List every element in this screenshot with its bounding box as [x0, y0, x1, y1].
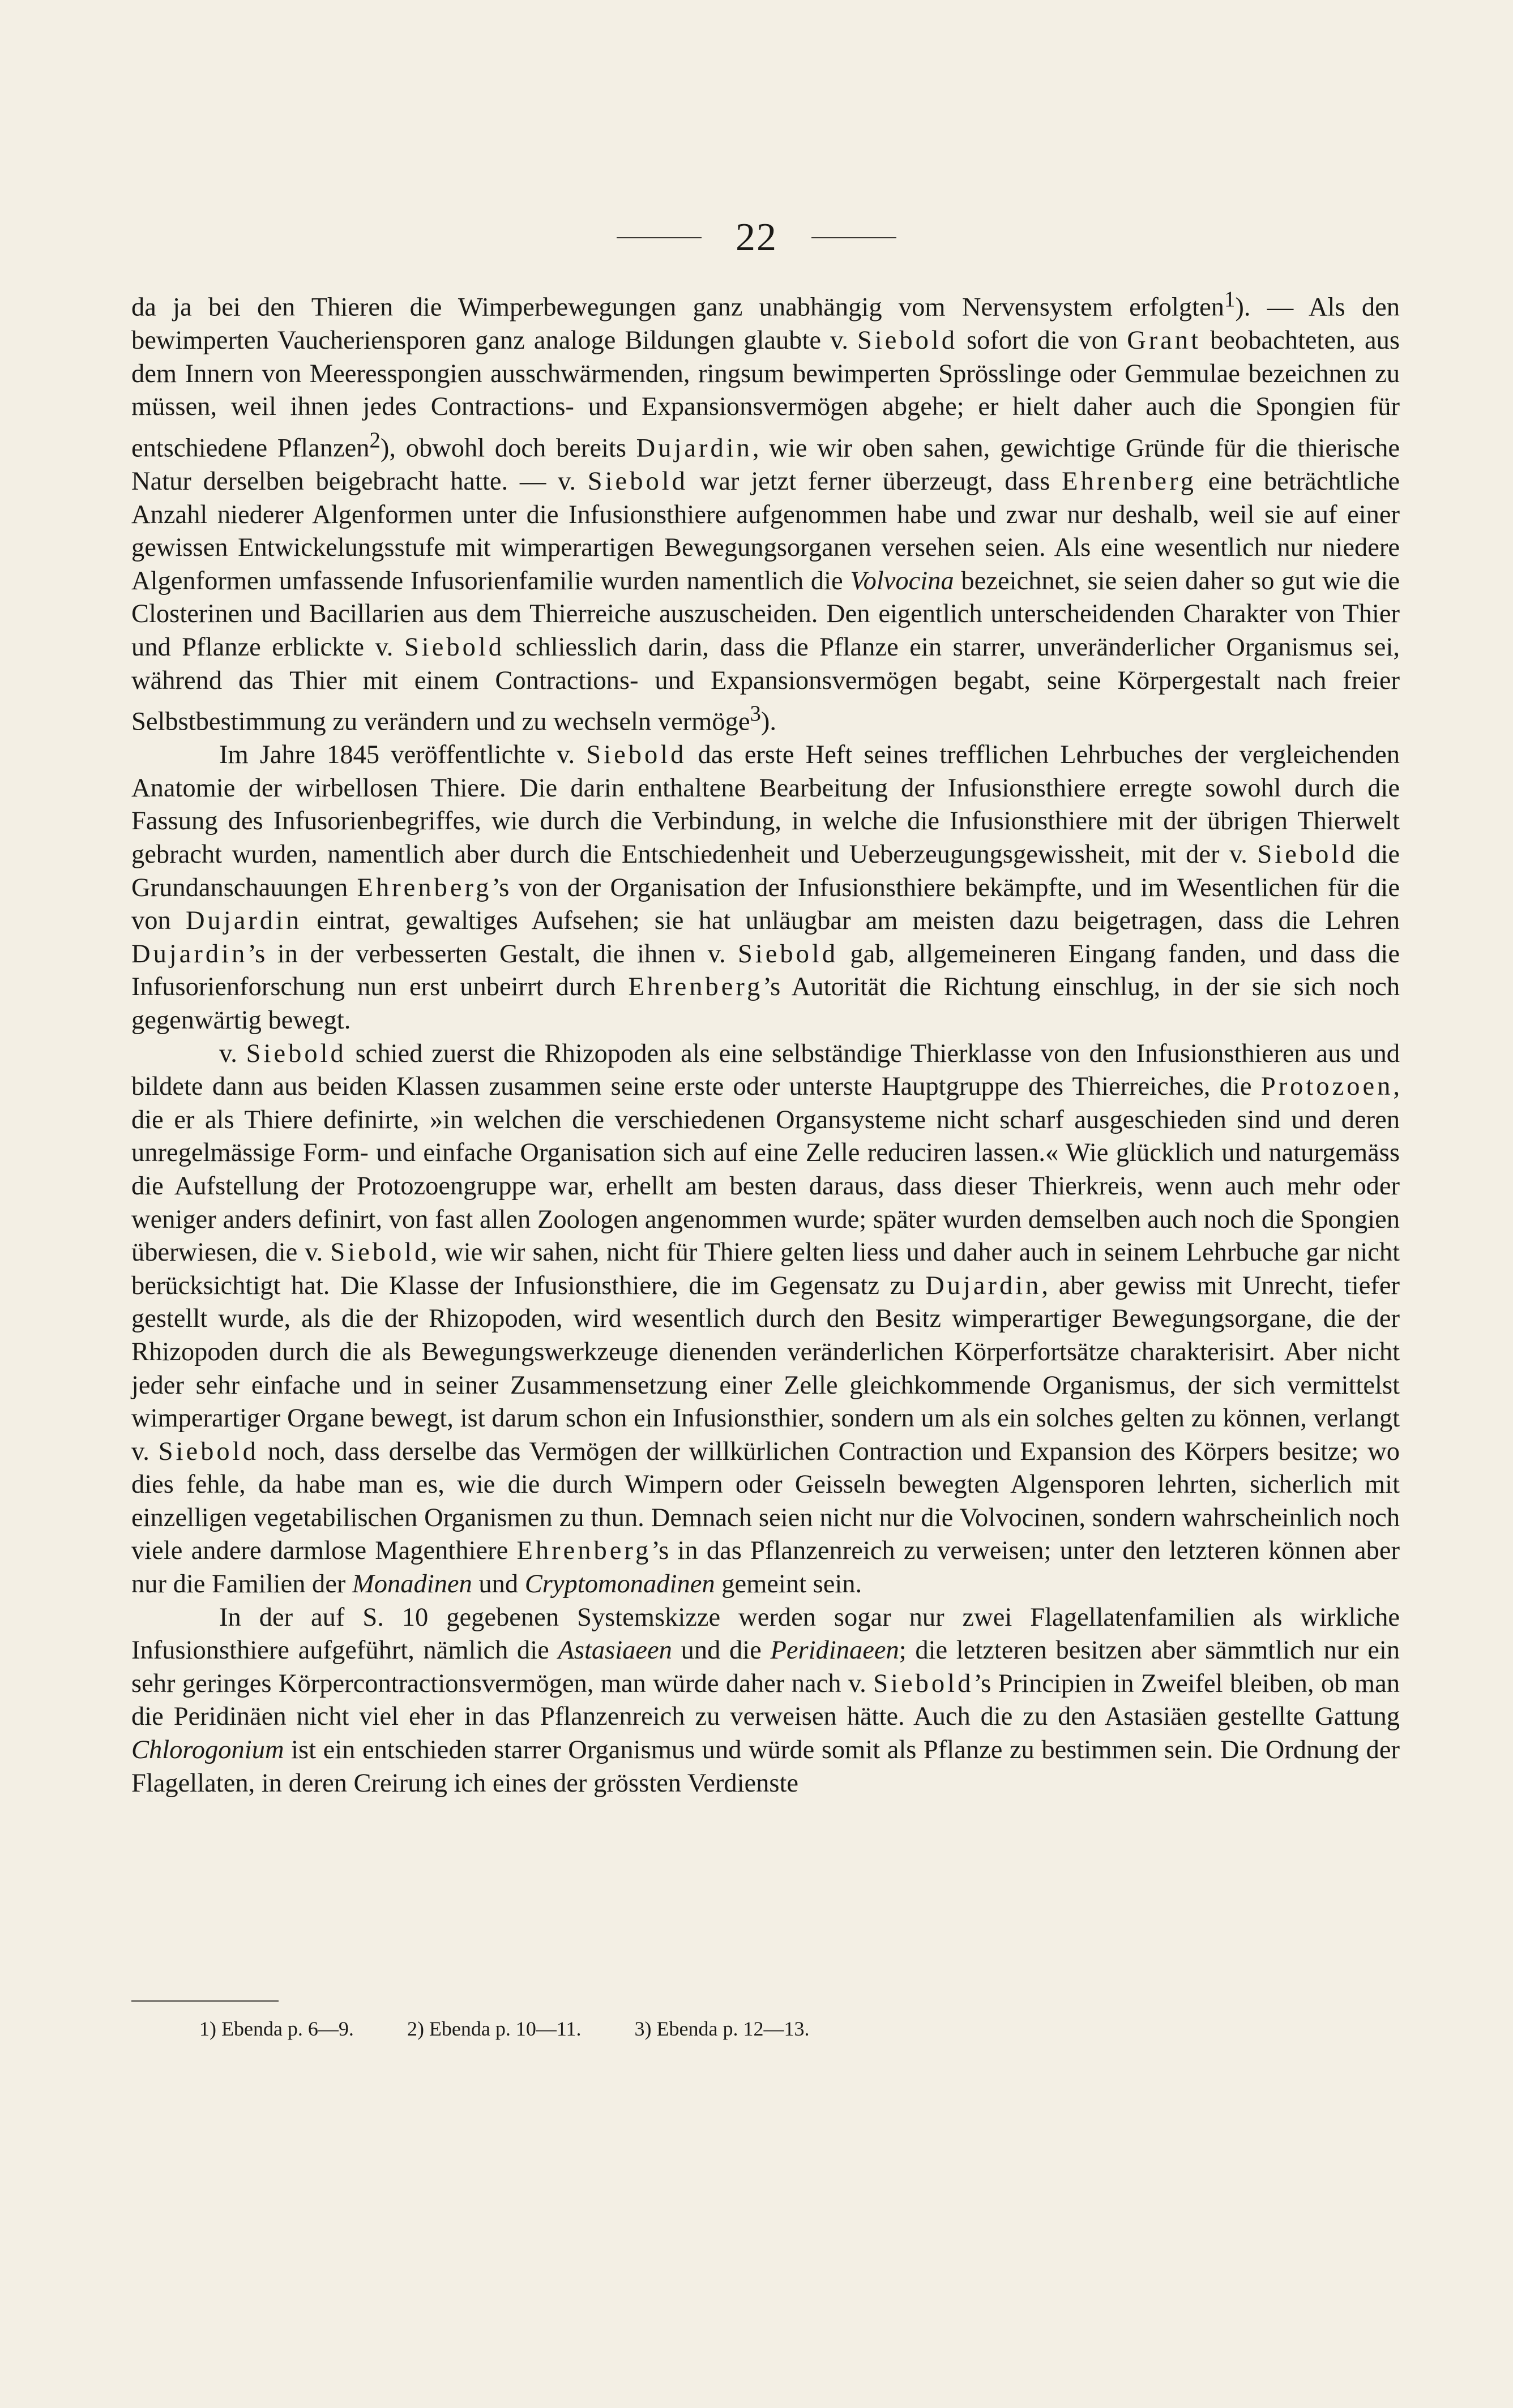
spaced-name: Siebold: [873, 1669, 974, 1698]
spaced-name: Grant: [1127, 326, 1202, 355]
spaced-name: Siebold: [857, 326, 958, 355]
paragraph: [131, 283, 1400, 739]
text-run: war jetzt ferner überzeugt, dass: [687, 466, 1062, 496]
text-run: und die: [672, 1636, 771, 1665]
text-run: , wie wir sahen, nicht für Thiere gelten liess und daher auch in seinem Lehrbuche gar nicht berücksichtigt hat. Die Klasse der Infusionsthiere, die im Gegensatz zu: [131, 1238, 1400, 1300]
footnote-ref: 2: [369, 427, 381, 452]
text-run: das erste Heft seines trefflichen Lehrbuches der vergleichenden Anatomie der wirbellosen Thiere. Die darin enthaltene Bearbeitung der Infusionsthiere erregte sowohl durch die Fassung des Infusorienbegriffes, wie durch die Verbindung, in welche die Infusionsthiere mit der übrigen Thierwelt gebracht wurden, namentlich aber durch die Entschiedenheit und Ueberzeugungsgewissheit, mit der v.: [131, 740, 1400, 869]
footnote-ref: 3: [750, 701, 761, 726]
text-run: gemeint sein.: [715, 1570, 862, 1599]
spaced-name: Dujardin: [636, 434, 753, 463]
text-run: ; die letzteren besitzen aber sämmtlich nur ein sehr geringes Körpercontractionsvermögen, man würde daher nach v.: [131, 1636, 1400, 1698]
spaced-name: Dujardin: [131, 939, 248, 969]
text-run: , aber gewiss mit Unrecht, tiefer gestellt wurde, als die der Rhizopoden, wird wesentlich durch den Besitz wimperartiger Bewegungsorgane, die der Rhizopoden durch die als Bewegungswerkzeuge dienenden veränderlichen Körperfortsätze charakterisirt. Aber nicht jeder sehr einfache und in seiner Zusammensetzung einer Zelle gleichkommende Organismus, der sich vermittelst wimperartiger Organe bewegt, ist darum schon ein Infusionsthier, sondern um als ein solches gelten zu können, verlangt v.: [131, 1271, 1400, 1466]
spaced-name: Ehrenberg: [1062, 466, 1196, 496]
italic-term: Monadinen: [352, 1570, 472, 1599]
text-run: ’s Principien in Zweifel bleiben, ob man die Peridinäen nicht viel eher in das Pflanzenreich zu verweisen hätte. Auch die zu den Astasiäen gestellte Gattung: [131, 1669, 1400, 1732]
text-run: , wie wir oben sahen, gewichtige Gründe für die thierische Natur derselben beigebracht hatte. — v.: [131, 434, 1400, 496]
spaced-name: Siebold: [586, 740, 687, 770]
text-run: sofort die von: [958, 326, 1127, 355]
italic-term: Peridinaeen: [770, 1636, 899, 1665]
paragraph: [131, 739, 1400, 1037]
spaced-name: Siebold: [330, 1238, 431, 1267]
footnote: 1) Ebenda p. 6—9.: [199, 2017, 354, 2040]
footnote: 3) Ebenda p. 12—13.: [634, 2017, 810, 2040]
spaced-name: Siebold: [1257, 840, 1358, 869]
text-run: ist ein entschieden starrer Organismus und würde somit als Pflanze zu bestimmen sein. Die Ordnung der Flagellaten, in deren Creirung ich eines der grössten Verdienste: [131, 1736, 1400, 1798]
text-run: , die er als Thiere definirte, »in welchen die verschiedenen Organsysteme nicht scharf ausgeschieden sind und deren unregelmässige Form- und einfache Organisation sich auf eine Zelle reduciren lassen.« Wie glücklich und naturgemäss die Aufstellung der Protozoengruppe war, erhellt am besten daraus, dass dieser Thierkreis, wenn auch mehr oder weniger anders definirt, von fast allen Zoologen angenommen wurde; später wurden demselben auch noch die Spongien überwiesen, die v.: [131, 1072, 1400, 1267]
spaced-name: Siebold: [404, 632, 505, 662]
text-run: bezeichnet, sie seien daher so gut wie die Closterinen und Bacillarien aus dem Thierreiche auszuscheiden. Den eigentlich unterscheidenden Charakter von Thier und Pflanze erblickte v.: [131, 566, 1400, 662]
spaced-name: Ehrenberg: [628, 972, 763, 1002]
spaced-name: Siebold: [738, 939, 839, 969]
text-run: gab, allgemeineren Eingang fanden, und dass die Infusorienforschung nun erst unbeirrt durch: [131, 939, 1400, 1002]
italic-term: Astasiaeen: [558, 1636, 672, 1665]
spaced-name: Siebold: [246, 1039, 347, 1068]
text-run: da ja bei den Thieren die Wimperbewegungen ganz unabhängig vom Nervensystem erfolgten: [131, 293, 1224, 322]
text-run: ).: [760, 707, 776, 736]
spaced-name: Protozoen: [1260, 1072, 1394, 1102]
spaced-name: Siebold: [158, 1437, 259, 1466]
text-run: ’s in der verbesserten Gestalt, die ihnen v.: [247, 939, 738, 969]
spaced-name: Ehrenberg: [357, 873, 492, 902]
footnotes: [199, 2016, 857, 2041]
italic-term: Cryptomonadinen: [524, 1570, 715, 1599]
text-run: v.: [219, 1039, 246, 1068]
text-run: In der auf S. 10 gegebenen Systemskizze werden sogar nur zwei Flagellatenfamilien als wirkliche Infusionsthiere aufgeführt, nämlich die: [131, 1603, 1400, 1665]
spaced-name: Siebold: [587, 466, 688, 496]
text-run: ’s Autorität die Richtung einschlug, in der sie sich noch gegenwärtig bewegt.: [131, 972, 1400, 1035]
italic-term: Chlorogonium: [131, 1736, 284, 1765]
text-run: Im Jahre 1845 veröffentlichte v.: [219, 740, 587, 770]
page-number: 22: [736, 216, 777, 259]
text-run: noch, dass derselbe das Vermögen der willkürlichen Contraction und Expansion des Körpers besitze; wo dies fehle, da habe man es, wie die durch Wimpern oder Geisseln bewegten Algensporen lehrten, sicherlich mit einzelligen vegetabilischen Organismen zu thun. Demnach seien nicht nur die Volvocinen, sondern wahrscheinlich noch viele andere darmlose Magenthiere: [131, 1437, 1400, 1566]
footnote-ref: 1: [1224, 287, 1236, 311]
italic-term: Volvocina: [850, 566, 954, 595]
text-run: eintrat, gewaltiges Aufsehen; sie hat unläugbar am meisten dazu beigetragen, dass die Lehren: [302, 906, 1400, 936]
paragraph: [131, 1601, 1400, 1801]
footnote: 2) Ebenda p. 10—11.: [407, 2017, 582, 2040]
text-run: ). — Als den bewimperten Vaucheriensporen ganz analoge Bildungen glaubte v.: [131, 293, 1400, 355]
text-run: schied zuerst die Rhizopoden als eine selbständige Thierklasse von den Infusionsthieren aus und bildete dann aus beiden Klassen zusammen seine erste oder unterste Hauptgruppe des Thierreiches, die: [131, 1039, 1400, 1102]
body-text: [131, 283, 1400, 1800]
header-rule-left: [617, 237, 702, 238]
spaced-name: Ehrenberg: [516, 1536, 652, 1566]
header-rule-right: [811, 237, 896, 238]
text-run: ’s von der Organisation der Infusionsthiere bekämpfte, und im Wesentlichen für die von: [131, 873, 1400, 936]
footnote-separator: [131, 2000, 279, 2002]
page-header: [0, 218, 1513, 258]
text-run: schliesslich darin, dass die Pflanze ein starrer, unveränderlicher Organismus sei, während das Thier mit einem Contractions- und Expansionsvermögen begabt, seine Körpergestalt nach freier Selbstbestimmung zu verändern und zu wechseln vermöge: [131, 632, 1400, 736]
text-run: ’s in das Pflanzenreich zu verweisen; unter den letzteren können aber nur die Familien der: [131, 1536, 1400, 1599]
text-run: beobachteten, aus dem Innern von Meeresspongien ausschwärmenden, ringsum bewimperten Sprösslinge oder Gemmulae bezeichnen zu müssen, weil ihnen jedes Contractions- und Expansionsvermögen abgehe; er hielt daher auch die Spongien für entschiedene Pflanzen: [131, 326, 1400, 463]
text-run: und: [472, 1570, 525, 1599]
text-run: eine beträchtliche Anzahl niederer Algenformen unter die Infusionsthiere aufgenommen habe und zwar nur deshalb, weil sie auf einer gewissen Entwickelungsstufe mit wimperartigen Bewegungsorganen versehen seien. Als eine wesentlich nur niedere Algenformen umfassende Infusorienfamilie wurden namentlich die: [131, 466, 1400, 595]
text-run: ), obwohl doch bereits: [380, 434, 636, 463]
paragraph: [131, 1038, 1400, 1601]
spaced-name: Dujardin: [925, 1271, 1042, 1300]
spaced-name: Dujardin: [185, 906, 302, 936]
text-run: die Grundanschauungen: [131, 840, 1400, 902]
